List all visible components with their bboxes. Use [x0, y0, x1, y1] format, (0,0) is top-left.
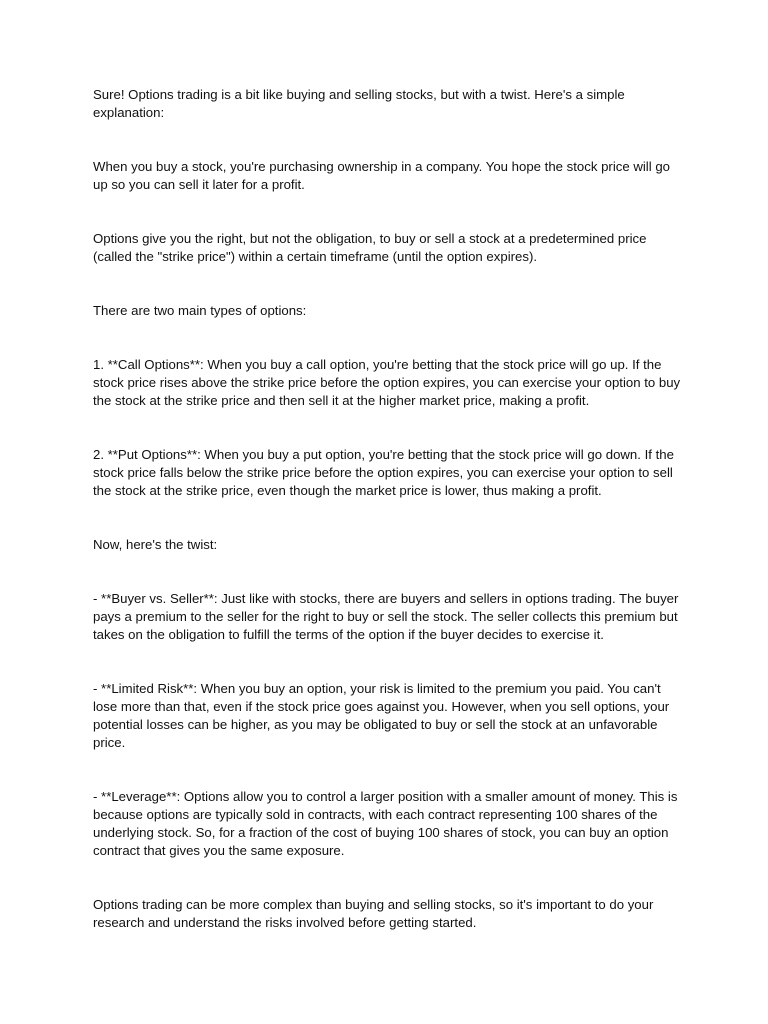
option-types-heading: There are two main types of options: — [93, 303, 307, 318]
document-body — [93, 86, 683, 932]
closing-paragraph: Options trading can be more complex than buying and selling stocks, so it's important to do your research and understand the risks involved before getting started. — [93, 897, 654, 930]
twist-heading: Now, here's the twist: — [93, 537, 218, 552]
call-options-item: 1. **Call Options**: When you buy a call option, you're betting that the stock price will go up. If the stock price rises above the strike price before the option expires, you can exercise your option to buy the stock at the strike price and then sell it at the higher market price, making a profit. — [93, 357, 681, 408]
leverage-item: - **Leverage**: Options allow you to control a larger position with a smaller amount of money. This is because options are typically sold in contracts, with each contract representing 100 shares of the underlying stock. So, for a fraction of the cost of buying 100 shares of stock, you can buy an option contract that gives you the same exposure. — [93, 789, 678, 858]
intro-paragraph: Sure! Options trading is a bit like buying and selling stocks, but with a twist. Here's a simple explanation: — [93, 87, 625, 120]
put-options-item: 2. **Put Options**: When you buy a put option, you're betting that the stock price will go down. If the stock price falls below the strike price before the option expires, you can exercise your option to sell the stock at the strike price, even though the market price is lower, thus making a profit. — [93, 447, 674, 498]
buyer-seller-item: - **Buyer vs. Seller**: Just like with stocks, there are buyers and sellers in options trading. The buyer pays a premium to the seller for the right to buy or sell the stock. The seller collects this premium but takes on the obligation to fulfill the terms of the option if the buyer decides to exercise it. — [93, 591, 679, 642]
stock-explanation-paragraph: When you buy a stock, you're purchasing ownership in a company. You hope the stock price will go up so you can sell it later for a profit. — [93, 159, 670, 192]
options-definition-paragraph: Options give you the right, but not the obligation, to buy or sell a stock at a predetermined price (called the "strike price") within a certain timeframe (until the option expires). — [93, 231, 647, 264]
limited-risk-item: - **Limited Risk**: When you buy an option, your risk is limited to the premium you paid. You can't lose more than that, even if the stock price goes against you. However, when you sell options, your potential losses can be higher, as you may be obligated to buy or sell the stock at an unfavorable price. — [93, 681, 670, 750]
